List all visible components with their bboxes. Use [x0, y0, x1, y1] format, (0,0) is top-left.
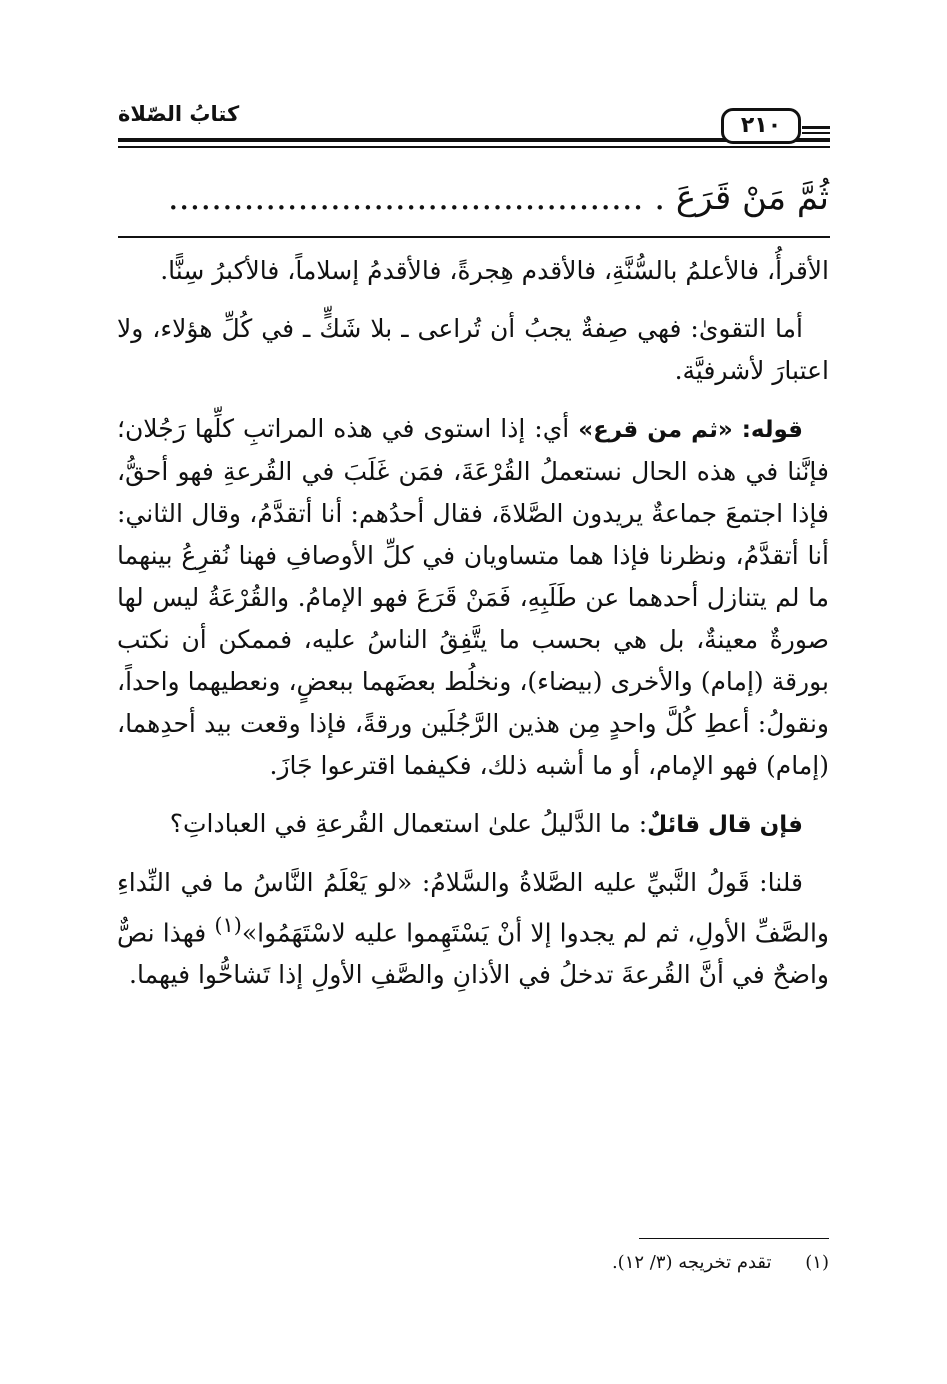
matn-dots: ............................................: [167, 178, 644, 218]
matn-divider: [118, 236, 830, 238]
footnote: [117, 1248, 829, 1278]
paragraph-text: قلنا: قَولُ النَّبيِّ عليه الصَّلاةُ والسَّلامُ: «لو يَعْلَمُ النَّاسُ ما في النِّداءِ والصَّفِّ الأولِ، ثم لم يجدوا إلا أنْ يَسْتَهِموا عليه لاسْتَهَمُوا»: [117, 868, 829, 948]
page-header: [118, 100, 830, 160]
question-label: فإن قال قائلٌ: [647, 812, 803, 838]
paragraph-text: : ما الدَّليلُ علىٰ استعمال القُرعةِ في العباداتِ؟: [169, 809, 648, 838]
commentary-body: [117, 250, 829, 996]
footnote-text: تقدم تخريجه (٣/ ١٢).: [611, 1252, 772, 1273]
paragraph: [117, 862, 829, 996]
matn-text: ثُمَّ مَنْ قَرَعَ .: [654, 178, 829, 218]
footnote-reference: (١): [214, 913, 242, 937]
paragraph: [117, 803, 829, 846]
header-rule-ornament: [802, 132, 830, 134]
header-rule-ornament: [802, 126, 830, 129]
header-rule-thin: [118, 146, 830, 148]
running-title: كتابُ الصّلاة: [118, 102, 240, 126]
paragraph: [117, 250, 829, 292]
matn-line: [117, 168, 829, 228]
quote-label: قوله: «ثم من قرع»: [578, 417, 803, 443]
paragraph-text: سِنًّا.: [160, 256, 205, 285]
footnote-number: (١): [805, 1252, 829, 1273]
footnote-divider: [639, 1238, 829, 1239]
paragraph-text: أي: إذا استوى في هذه المراتبِ كلِّها رَجُلان؛ فإنَّنا في هذه الحال نستعملُ القُرْعَةَ، فمَن غَلَبَ في القُرعةِ فهو أحقُّ، فإذا اجتمعَ جماعةٌ يريدون الصَّلاةَ، فقال أحدُهم: أنا أتقدَّمُ، وقال الثاني: أنا أتقدَّمُ، ونظرنا فإذا هما متساويان في كلِّ الأوصافِ فهنا نُقرِعُ بينهما ما لم يتنازل أحدهما عن طَلَبِهِ، فَمَنْ قَرَعَ فهو الإمامُ. والقُرْعَةُ ليس لها صورةٌ معينةٌ، بل هي بحسب ما يتَّفِقُ الناسُ عليه، فممكن أن نكتب بورقة (إمام) والأخرى (بيضاء)، ونخلُط بعضَهما ببعضٍ، ونعطيهما واحداً، ونقولُ: أعطِ كُلَّ واحدٍ مِن هذين الرَّجُلَين ورقةً، فإذا وقعت بيد أحدِهما، (إمام) فهو الإمام، أو ما أشبه ذلك، فكيفما اقترعوا جَازَ.: [117, 414, 829, 780]
paragraph-text: فهذا نصٌّ واضحٌ في أنَّ القُرعةَ تدخلُ في الأذانِ والصَّفِ الأولِ إذا تَشاحُّوا فيهما.: [117, 918, 829, 990]
paragraph: [117, 408, 829, 787]
paragraph: أما التقوىٰ: فهي صِفةٌ يجبُ أن تُراعى ـ بلا شَكٍّ ـ في كُلِّ هؤلاء، ولا اعتبارَ لأشرفيَّة.: [117, 314, 829, 385]
page-number: ٢١٠: [721, 108, 801, 144]
paragraph-text: الأقرأُ، فالأعلمُ بالسُّنَّةِ، فالأقدم هِجرةً، فالأقدمُ إسلاماً، فالأكبرُ: [212, 256, 829, 285]
